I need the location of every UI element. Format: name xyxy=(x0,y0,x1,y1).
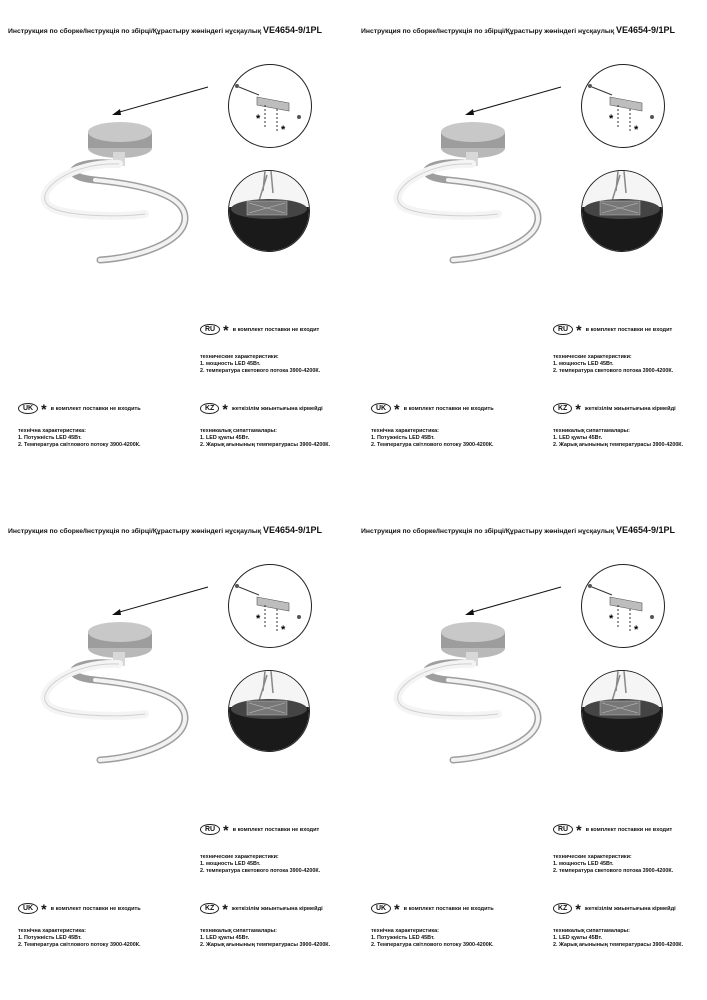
star-mark: * xyxy=(281,624,286,636)
star-icon: * xyxy=(575,400,581,417)
uk-spec-1: 1. Потужність LED 45Вт. xyxy=(18,935,82,941)
mounting-bracket-detail xyxy=(581,564,665,648)
uk-specs xyxy=(371,928,494,949)
star-mark: * xyxy=(256,113,261,125)
uk-badge: UK xyxy=(371,903,391,914)
instruction-title xyxy=(361,25,675,35)
uk-badge: UK xyxy=(18,403,38,414)
uk-specs xyxy=(18,428,141,449)
arrow-icon xyxy=(110,585,210,617)
model-number: VE4654-9/1PL xyxy=(263,525,323,535)
kz-spec-title: техникалық сипаттамалары: xyxy=(200,428,277,434)
kz-specs xyxy=(200,928,330,949)
kz-badge: KZ xyxy=(553,403,572,414)
uk-note xyxy=(371,400,494,417)
uk-spec-title: технічна характеристика: xyxy=(18,928,86,934)
ru-badge: RU xyxy=(200,824,220,835)
ru-spec-2: 2. температура светового потока 3900-4200К. xyxy=(200,368,321,374)
kz-note xyxy=(553,900,676,917)
uk-note xyxy=(371,900,494,917)
instruction-panel xyxy=(353,0,706,500)
instruction-title xyxy=(8,525,322,535)
mounting-bracket-detail xyxy=(228,564,312,648)
kz-spec-title: техникалық сипаттамалары: xyxy=(553,928,630,934)
star-mark: * xyxy=(281,124,286,136)
kz-badge: KZ xyxy=(200,403,219,414)
ru-note xyxy=(200,321,320,338)
kz-note-text: жеткізілім жиынтығына кірмейді xyxy=(584,405,676,412)
kz-note-text: жеткізілім жиынтығына кірмейді xyxy=(231,905,323,912)
ru-specs xyxy=(553,354,673,375)
uk-spec-2: 2. Температура світлового потоку 3900-4200К. xyxy=(18,442,141,448)
wiring-detail xyxy=(228,670,310,752)
mounting-bracket-detail xyxy=(581,64,665,148)
star-mark: * xyxy=(256,613,261,625)
star-mark: * xyxy=(634,624,639,636)
ru-specs xyxy=(553,854,673,875)
uk-note-text: в комплект поставки не входить xyxy=(50,905,141,912)
ru-note-text: в комплект поставки не входит xyxy=(585,326,673,333)
star-icon: * xyxy=(394,900,400,917)
wiring-detail xyxy=(581,170,663,252)
uk-spec-2: 2. Температура світлового потоку 3900-4200К. xyxy=(18,942,141,948)
ru-spec-1: 1. мощность LED 45Вт. xyxy=(200,861,261,867)
kz-spec-2: 2. Жарық ағынының температурасы 3900-4200К. xyxy=(553,942,684,948)
star-icon: * xyxy=(41,900,47,917)
ru-spec-2: 2. температура светового потока 3900-4200К. xyxy=(553,368,674,374)
kz-spec-1: 1. LED қуаты 45Вт. xyxy=(200,935,250,941)
title-text: Инструкция по сборке/Інструкція по збірці/Құрастыру жөніндегі нұсқаулық xyxy=(8,528,262,535)
model-number: VE4654-9/1PL xyxy=(616,25,676,35)
star-mark: * xyxy=(609,613,614,625)
star-icon: * xyxy=(222,900,228,917)
kz-badge: KZ xyxy=(200,903,219,914)
ru-spec-1: 1. мощность LED 45Вт. xyxy=(553,361,614,367)
lamp-illustration xyxy=(35,118,195,268)
kz-note xyxy=(553,400,676,417)
star-icon: * xyxy=(223,321,229,338)
star-icon: * xyxy=(576,321,582,338)
ru-spec-2: 2. температура светового потока 3900-4200К. xyxy=(200,868,321,874)
ru-note-text: в комплект поставки не входит xyxy=(585,826,673,833)
kz-specs xyxy=(200,428,330,449)
ru-spec-title: технические характеристики: xyxy=(200,854,279,860)
uk-note-text: в комплект поставки не входить xyxy=(403,405,494,412)
uk-note xyxy=(18,900,141,917)
kz-spec-2: 2. Жарық ағынының температурасы 3900-4200К. xyxy=(200,942,331,948)
uk-specs xyxy=(18,928,141,949)
star-mark: * xyxy=(634,124,639,136)
ru-spec-title: технические характеристики: xyxy=(200,354,279,360)
ru-specs xyxy=(200,854,320,875)
kz-spec-2: 2. Жарық ағынының температурасы 3900-4200К. xyxy=(200,442,331,448)
ru-spec-2: 2. температура светового потока 3900-4200К. xyxy=(553,868,674,874)
uk-spec-2: 2. Температура світлового потоку 3900-4200К. xyxy=(371,442,494,448)
model-number: VE4654-9/1PL xyxy=(616,525,676,535)
kz-spec-1: 1. LED қуаты 45Вт. xyxy=(553,935,603,941)
uk-specs xyxy=(371,428,494,449)
uk-badge: UK xyxy=(18,903,38,914)
star-icon: * xyxy=(222,400,228,417)
kz-spec-title: техникалық сипаттамалары: xyxy=(200,928,277,934)
lamp-illustration xyxy=(388,118,548,268)
ru-note xyxy=(553,821,673,838)
wiring-detail xyxy=(228,170,310,252)
instruction-panel xyxy=(0,500,353,1000)
kz-spec-2: 2. Жарық ағынының температурасы 3900-4200К. xyxy=(553,442,684,448)
uk-spec-title: технічна характеристика: xyxy=(18,428,86,434)
arrow-icon xyxy=(110,85,210,117)
uk-spec-title: технічна характеристика: xyxy=(371,928,439,934)
ru-spec-title: технические характеристики: xyxy=(553,854,632,860)
ru-spec-1: 1. мощность LED 45Вт. xyxy=(553,861,614,867)
kz-spec-title: техникалық сипаттамалары: xyxy=(553,428,630,434)
instruction-title xyxy=(361,525,675,535)
title-text: Инструкция по сборке/Інструкція по збірці/Құрастыру жөніндегі нұсқаулық xyxy=(8,28,262,35)
star-icon: * xyxy=(576,821,582,838)
ru-badge: RU xyxy=(200,324,220,335)
kz-specs xyxy=(553,428,683,449)
star-mark: * xyxy=(609,113,614,125)
arrow-icon xyxy=(463,585,563,617)
uk-spec-1: 1. Потужність LED 45Вт. xyxy=(18,435,82,441)
kz-note-text: жеткізілім жиынтығына кірмейді xyxy=(584,905,676,912)
ru-specs xyxy=(200,354,320,375)
kz-specs xyxy=(553,928,683,949)
kz-badge: KZ xyxy=(553,903,572,914)
star-icon: * xyxy=(41,400,47,417)
uk-note-text: в комплект поставки не входить xyxy=(403,905,494,912)
kz-note-text: жеткізілім жиынтығына кірмейді xyxy=(231,405,323,412)
uk-spec-2: 2. Температура світлового потоку 3900-4200К. xyxy=(371,942,494,948)
star-icon: * xyxy=(575,900,581,917)
lamp-illustration xyxy=(388,618,548,768)
lamp-illustration xyxy=(35,618,195,768)
title-text: Инструкция по сборке/Інструкція по збірці/Құрастыру жөніндегі нұсқаулық xyxy=(361,28,615,35)
kz-note xyxy=(200,900,323,917)
star-icon: * xyxy=(394,400,400,417)
star-icon: * xyxy=(223,821,229,838)
ru-note xyxy=(200,821,320,838)
uk-note xyxy=(18,400,141,417)
uk-note-text: в комплект поставки не входить xyxy=(50,405,141,412)
model-number: VE4654-9/1PL xyxy=(263,25,323,35)
mounting-bracket-detail xyxy=(228,64,312,148)
uk-spec-title: технічна характеристика: xyxy=(371,428,439,434)
ru-note xyxy=(553,321,673,338)
ru-badge: RU xyxy=(553,824,573,835)
ru-spec-title: технические характеристики: xyxy=(553,354,632,360)
kz-spec-1: 1. LED қуаты 45Вт. xyxy=(200,435,250,441)
instruction-panel xyxy=(0,0,353,500)
ru-badge: RU xyxy=(553,324,573,335)
wiring-detail xyxy=(581,670,663,752)
uk-badge: UK xyxy=(371,403,391,414)
uk-spec-1: 1. Потужність LED 45Вт. xyxy=(371,935,435,941)
uk-spec-1: 1. Потужність LED 45Вт. xyxy=(371,435,435,441)
arrow-icon xyxy=(463,85,563,117)
instruction-title xyxy=(8,25,322,35)
kz-note xyxy=(200,400,323,417)
title-text: Инструкция по сборке/Інструкція по збірці/Құрастыру жөніндегі нұсқаулық xyxy=(361,528,615,535)
ru-note-text: в комплект поставки не входит xyxy=(232,826,320,833)
instruction-panel xyxy=(353,500,706,1000)
kz-spec-1: 1. LED қуаты 45Вт. xyxy=(553,435,603,441)
ru-spec-1: 1. мощность LED 45Вт. xyxy=(200,361,261,367)
ru-note-text: в комплект поставки не входит xyxy=(232,326,320,333)
